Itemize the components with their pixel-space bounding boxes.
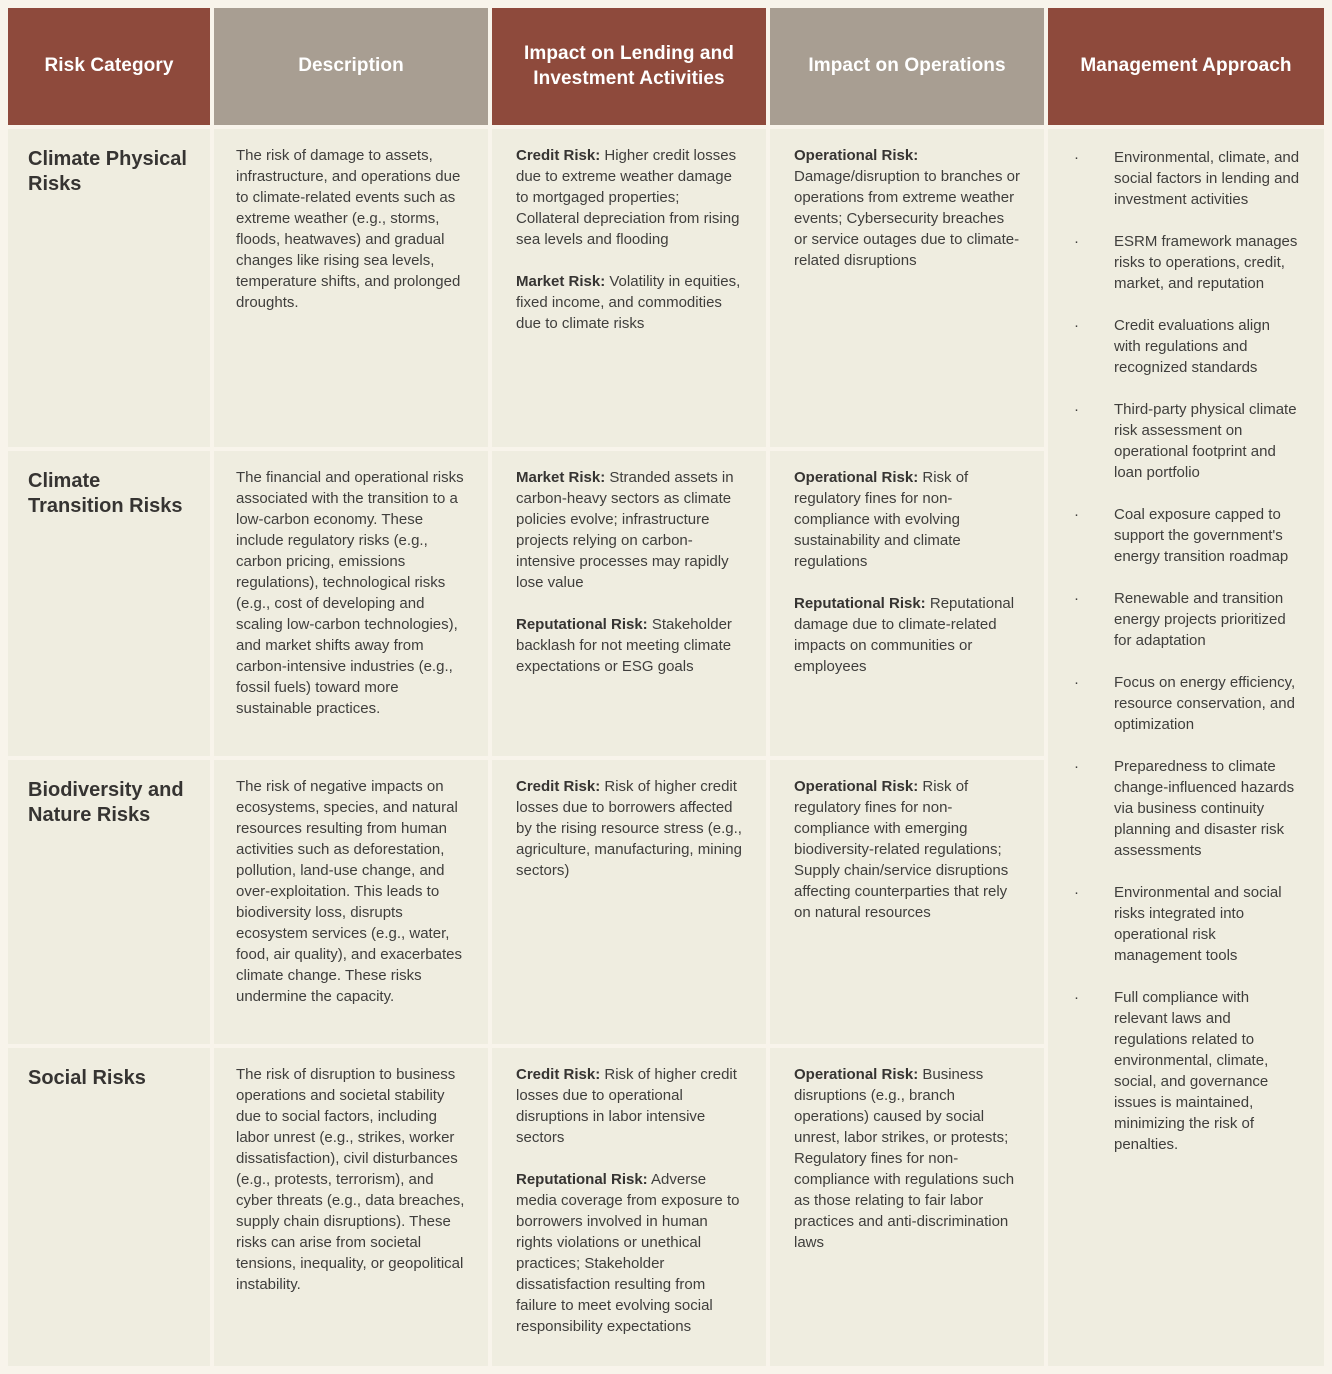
header-impact-operations: Impact on Operations (770, 8, 1044, 125)
description-text: The risk of damage to assets, infrastructure, and operations due to climate-related events such as extreme weather (e.g., storms, floods, heatwaves) and gradual changes like rising sea levels, temperature shifts, and prolonged droughts. (236, 147, 461, 311)
climate-physical-category-cell: Climate Physical Risks (8, 129, 210, 447)
risk-type-label: Credit Risk: (516, 147, 601, 164)
risk-type-label: Operational Risk: (794, 778, 919, 795)
management-item (1068, 231, 1300, 294)
bullet-icon: · (1074, 506, 1079, 523)
management-item (1068, 588, 1300, 651)
management-item-text: Credit evaluations align with regulations and recognized standards (1114, 317, 1270, 376)
risk-type-text: Adverse media coverage from exposure to borrowers involved in human rights violations or unethical practices; Stakeholder dissatisfaction resulting from failure to meet evolving social responsibility expectations (516, 1171, 740, 1335)
management-item-text: ESRM framework manages risks to operations, credit, market, and reputation (1114, 233, 1298, 292)
management-item (1068, 882, 1300, 966)
impact-paragraph (794, 593, 1020, 677)
impact-paragraph (516, 1064, 742, 1148)
impact-paragraph (516, 467, 742, 593)
risk-type-text: Risk of higher credit losses due to operational disruptions in labor intensive sectors (516, 1066, 737, 1146)
bullet-icon: · (1074, 884, 1079, 901)
risk-type-text: Reputational damage due to climate-related impacts on communities or employees (794, 595, 1015, 675)
impact-paragraph (794, 145, 1020, 271)
bullet-icon: · (1074, 401, 1079, 418)
header-impact-lending: Impact on Lending and Investment Activities (492, 8, 766, 125)
management-item-text: Environmental, climate, and social factors in lending and investment activities (1114, 149, 1300, 208)
management-item-text: Renewable and transition energy projects prioritized for adaptation (1114, 590, 1286, 649)
management-item (1068, 987, 1300, 1155)
risk-type-label: Operational Risk: (794, 147, 919, 164)
biodiversity-lending-cell (492, 760, 766, 1044)
bullet-icon: · (1074, 317, 1079, 334)
header-risk-category: Risk Category (8, 8, 210, 125)
social-description-cell (214, 1048, 488, 1366)
climate-physical-lending-cell (492, 129, 766, 447)
management-item (1068, 399, 1300, 483)
risk-type-text: Higher credit losses due to extreme weather damage to mortgaged properties; Collateral depreciation from rising sea levels and flooding (516, 147, 740, 248)
bullet-icon: · (1074, 233, 1079, 250)
header-description: Description (214, 8, 488, 125)
biodiversity-operations-cell (770, 760, 1044, 1044)
biodiversity-description-cell (214, 760, 488, 1044)
description-text: The risk of disruption to business operations and societal stability due to social factors, including labor unrest (e.g., strikes, worker dissatisfaction), civil disturbances (e.g., protests, terrorism), and cyber threats (e.g., data breaches, supply chain disruptions). These risks can arise from societal tensions, inequality, or geopolitical instability. (236, 1066, 465, 1293)
social-category-cell: Social Risks (8, 1048, 210, 1366)
risk-type-label: Market Risk: (516, 469, 606, 486)
risk-type-text: Volatility in equities, fixed income, and commodities due to climate risks (516, 273, 741, 332)
risk-type-text: Stakeholder backlash for not meeting climate expectations or ESG goals (516, 616, 732, 675)
management-item-text: Focus on energy efficiency, resource conservation, and optimization (1114, 674, 1296, 733)
impact-paragraph (516, 145, 742, 250)
climate-transition-lending-cell (492, 451, 766, 756)
header-management-approach: Management Approach (1048, 8, 1324, 125)
management-item (1068, 504, 1300, 567)
impact-paragraph (794, 1064, 1020, 1253)
social-lending-cell (492, 1048, 766, 1366)
management-item-text: Preparedness to climate change-influenced hazards via business continuity planning and disaster risk assessments (1114, 758, 1295, 859)
bullet-icon: · (1074, 989, 1079, 1006)
risk-type-text: Business disruptions (e.g., branch operations) caused by social unrest, labor strikes, or protests; Regulatory fines for non-compliance with regulations such as those relating to fair labor practices and anti-discrimination laws (794, 1066, 1015, 1251)
management-item (1068, 672, 1300, 735)
impact-paragraph (516, 614, 742, 677)
biodiversity-category-cell: Biodiversity and Nature Risks (8, 760, 210, 1044)
risk-type-label: Operational Risk: (794, 1066, 919, 1083)
risk-type-text: Risk of higher credit losses due to borrowers affected by the rising resource stress (e.g., agriculture, manufacturing, mining sectors) (516, 778, 742, 879)
description-text: The risk of negative impacts on ecosystems, species, and natural resources resulting from human activities such as deforestation, pollution, land-use change, and over-exploitation. This leads to biodiversity loss, disrupts ecosystem services (e.g., water, food, air quality), and exacerbates climate change. These risks undermine the capacity. (236, 778, 462, 1005)
bullet-icon: · (1074, 590, 1079, 607)
risk-type-text: Damage/disruption to branches or operations from extreme weather events; Cybersecurity breaches or service outages due to climate-related disruptions (794, 168, 1020, 269)
climate-transition-description-cell (214, 451, 488, 756)
climate-transition-category-cell: Climate Transition Risks (8, 451, 210, 756)
bullet-icon: · (1074, 149, 1079, 166)
management-item-text: Coal exposure capped to support the government's energy transition roadmap (1114, 506, 1289, 565)
risk-type-text: Stranded assets in carbon-heavy sectors as climate policies evolve; infrastructure projects relying on carbon-intensive processes may rapidly lose value (516, 469, 734, 591)
bullet-icon: · (1074, 758, 1079, 775)
risk-type-label: Reputational Risk: (516, 1171, 648, 1188)
risk-type-text: Risk of regulatory fines for non-compliance with emerging biodiversity-related regulations; Supply chain/service disruptions affecting counterparties that rely on natural resources (794, 778, 1009, 921)
risk-type-label: Operational Risk: (794, 469, 919, 486)
management-item-text: Environmental and social risks integrated into operational risk management tools (1114, 884, 1282, 964)
impact-paragraph (516, 1169, 742, 1337)
impact-paragraph (516, 776, 742, 881)
risk-type-label: Reputational Risk: (794, 595, 926, 612)
social-operations-cell (770, 1048, 1044, 1366)
impact-paragraph (516, 271, 742, 334)
risk-type-label: Credit Risk: (516, 1066, 601, 1083)
impact-paragraph (794, 776, 1020, 923)
risk-type-text: Risk of regulatory fines for non-compliance with evolving sustainability and climate regulations (794, 469, 969, 570)
climate-transition-operations-cell (770, 451, 1044, 756)
risk-type-label: Reputational Risk: (516, 616, 648, 633)
management-item (1068, 147, 1300, 210)
management-item-text: Third-party physical climate risk assessment on operational footprint and loan portfolio (1114, 401, 1297, 481)
management-approach-cell (1048, 129, 1324, 1366)
risk-type-label: Credit Risk: (516, 778, 601, 795)
climate-physical-operations-cell (770, 129, 1044, 447)
management-item (1068, 756, 1300, 861)
management-item-text: Full compliance with relevant laws and regulations related to environmental, climate, social, and governance issues is maintained, minimizing the risk of penalties. (1114, 989, 1269, 1153)
description-text: The financial and operational risks associated with the transition to a low-carbon economy. These include regulatory risks (e.g., carbon pricing, emissions regulations), technological risks (e.g., cost of developing and scaling low-carbon technologies), and market shifts away from carbon-intensive industries (e.g., fossil fuels) toward more sustainable practices. (236, 469, 464, 717)
climate-physical-description-cell (214, 129, 488, 447)
risk-type-label: Market Risk: (516, 273, 606, 290)
bullet-icon: · (1074, 674, 1079, 691)
impact-paragraph (794, 467, 1020, 572)
management-item (1068, 315, 1300, 378)
